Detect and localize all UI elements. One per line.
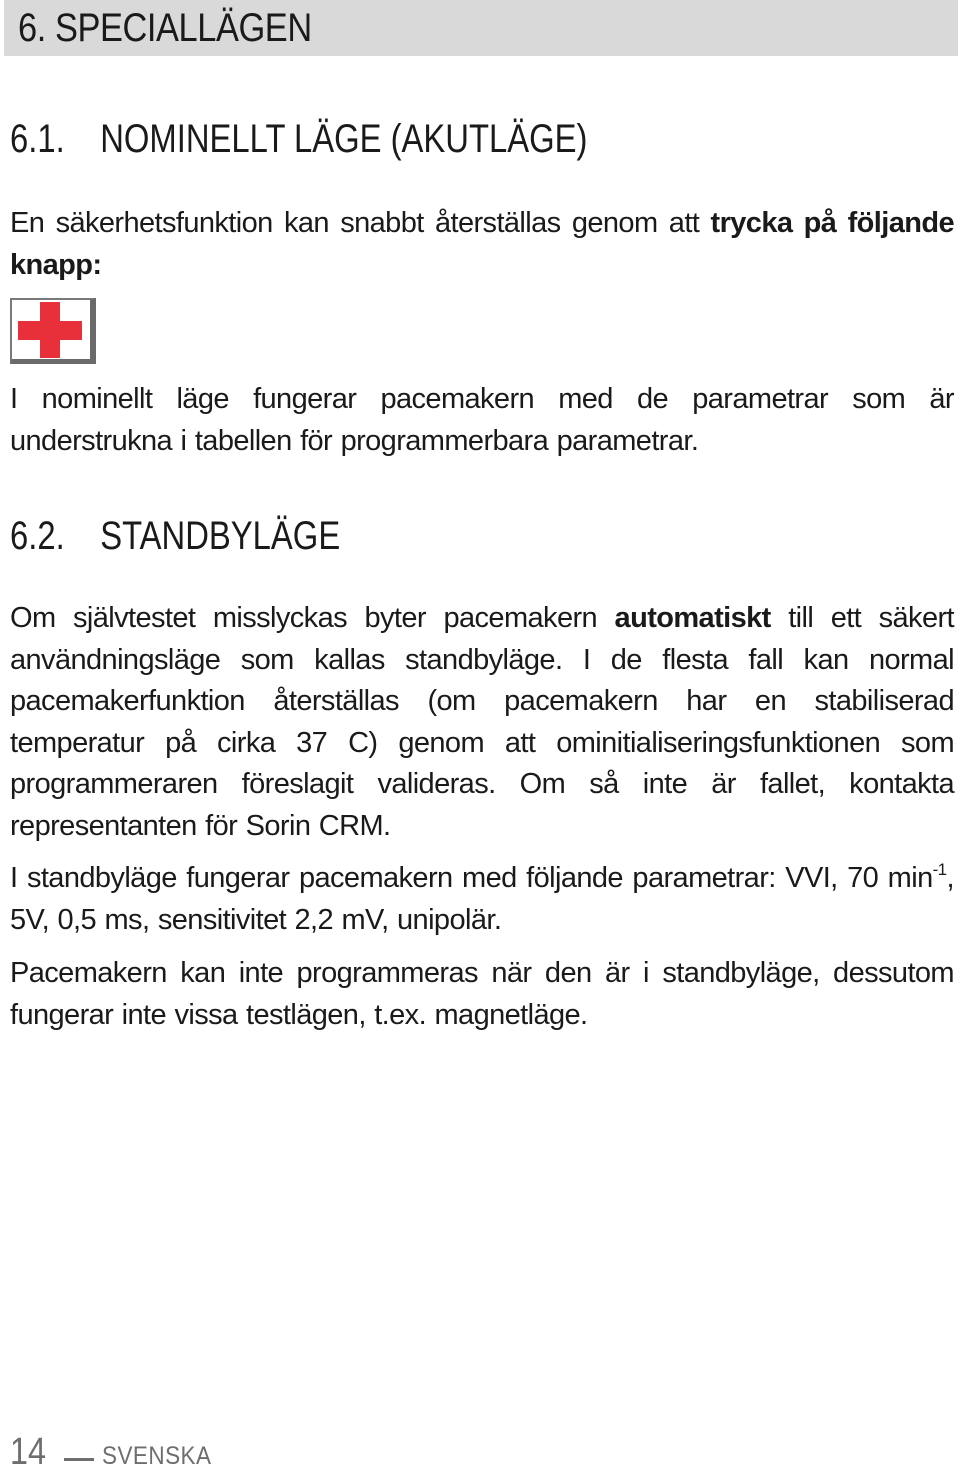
emergency-button[interactable] [10, 298, 96, 364]
section-heading-6-2 [10, 511, 340, 561]
nominal-mode-paragraph: I nominellt läge fungerar pacemakern med de parametrar som är understrukna i tabellen för programmerbara parametrar. [10, 383, 954, 457]
red-cross-icon [18, 302, 84, 360]
footer-language: SVENSKA [102, 1442, 212, 1469]
page-footer [10, 1430, 224, 1469]
p1-text-before: Om självtestet misslyckas byter pacemakern [10, 602, 615, 634]
chapter-header-bar [4, 0, 958, 56]
section-number: 6.2. [10, 514, 65, 558]
p1-bold-text: automatiskt [614, 602, 771, 634]
section-number: 6.1. [10, 117, 65, 161]
standby-paragraph-2 [10, 858, 954, 941]
p2-superscript: -1 [932, 860, 947, 879]
footer-dash [64, 1458, 94, 1461]
p2-text-after: , 5V, 0,5 ms, sensitivitet 2,2 mV, unipolär. [10, 862, 954, 936]
intro-text: En säkerhetsfunktion kan snabbt återställas genom att [10, 207, 711, 239]
standby-paragraph-3: Pacemakern kan inte programmeras när den är i standbyläge, dessutom fungerar inte vissa testlägen, t.ex. magnetläge. [10, 957, 954, 1031]
intro-paragraph [10, 203, 954, 286]
section-title: STANDBYLÄGE [100, 514, 341, 558]
p1-text-after: till ett säkert användningsläge som kallas standbyläge. I de flesta fall kan normal pacemakerfunktion återställas (om pacemakern har en stabiliserad temperatur på cirka 37 C) genom att ominitialiseringsfunktionen som programmeraren föreslagit valideras. Om så inte är fallet, kontakta representanten för Sorin CRM. [10, 602, 954, 842]
p2-text-before: I standbyläge fungerar pacemakern med följande parametrar: VVI, 70 min [10, 862, 933, 894]
section-title: NOMINELLT LÄGE (AKUTLÄGE) [100, 117, 588, 161]
chapter-title: 6. SPECIALLÄGEN [18, 6, 312, 50]
intro-bold-text: trycka på följande knapp: [10, 207, 954, 281]
page-number: 14 [10, 1431, 46, 1469]
section-heading-6-1 [10, 114, 587, 164]
standby-paragraph-1 [10, 598, 954, 847]
